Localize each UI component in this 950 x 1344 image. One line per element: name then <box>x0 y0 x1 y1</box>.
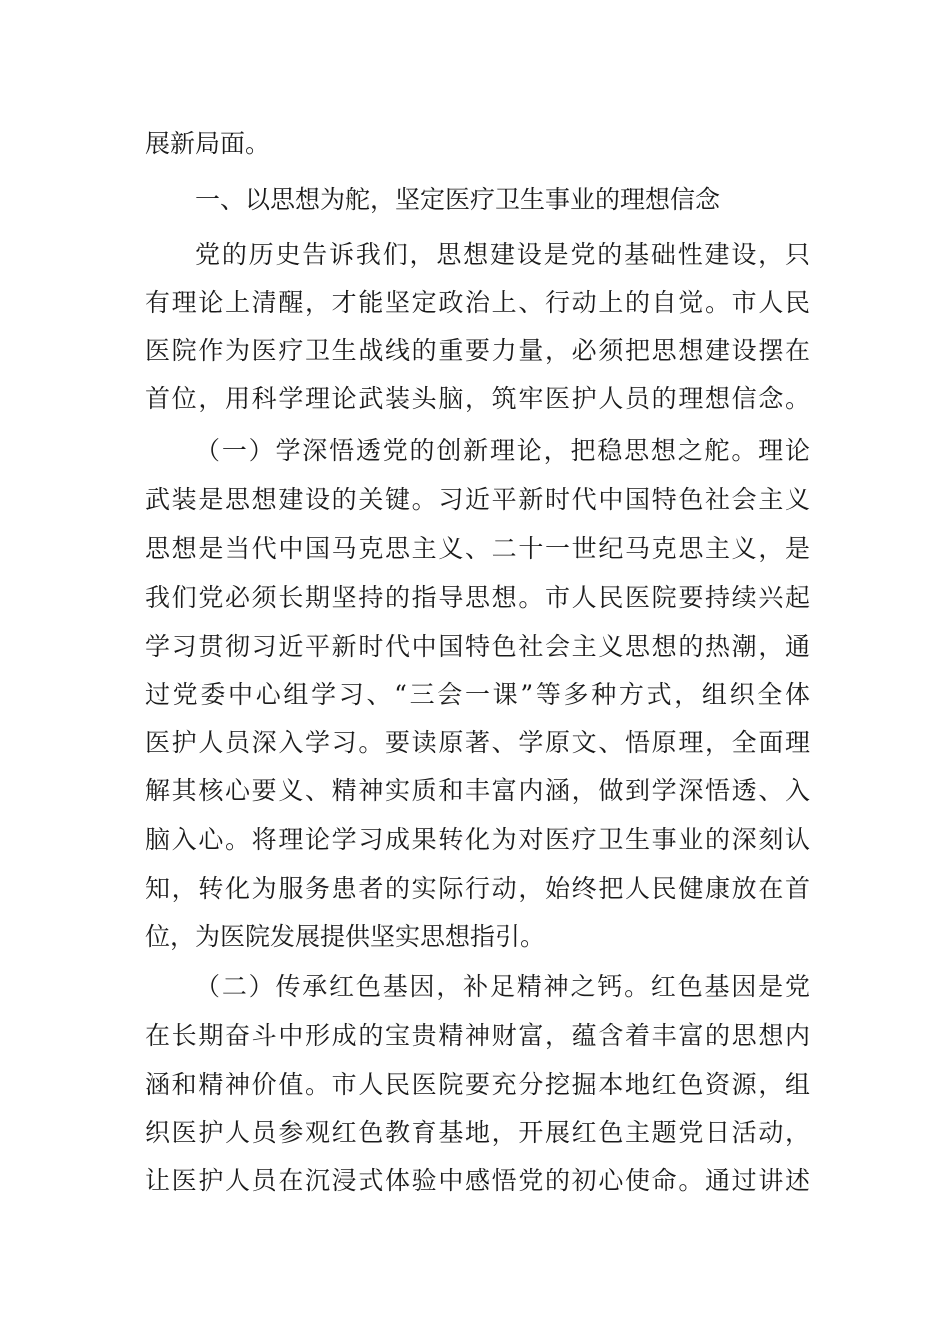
text-line: （一）学深悟透党的创新理论，把稳思想之舵。理论 <box>195 436 810 465</box>
text-line: （二）传承红色基因，补足精神之钙。红色基因是党 <box>195 972 810 1001</box>
text-line: 织医护人员参观红色教育基地，开展红色主题党日活动， <box>145 1118 810 1147</box>
text-line: 解其核心要义、精神实质和丰富内涵，做到学深悟透、入 <box>145 776 810 805</box>
text-line: 医院作为医疗卫生战线的重要力量，必须把思想建设摆在 <box>145 336 810 365</box>
section-heading: 一、以思想为舵，坚定医疗卫生事业的理想信念 <box>195 185 721 214</box>
text-line: 学习贯彻习近平新时代中国特色社会主义思想的热潮，通 <box>145 632 810 661</box>
text-line: 有理论上清醒，才能坚定政治上、行动上的自觉。市人民 <box>145 288 810 317</box>
text-line: 涵和精神价值。市人民医院要充分挖掘本地红色资源，组 <box>145 1070 810 1099</box>
text-line: 知，转化为服务患者的实际行动，始终把人民健康放在首 <box>145 874 810 903</box>
text-line: 过党委中心组学习、“三会一课”等多种方式，组织全体 <box>145 680 810 709</box>
text-line: 在长期奋斗中形成的宝贵精神财富，蕴含着丰富的思想内 <box>145 1021 810 1050</box>
text-line: 我们党必须长期坚持的指导思想。市人民医院要持续兴起 <box>145 583 810 612</box>
text-line: 医护人员深入学习。要读原著、学原文、悟原理，全面理 <box>145 728 810 757</box>
text-line: 党的历史告诉我们，思想建设是党的基础性建设，只 <box>195 240 810 269</box>
text-line: 脑入心。将理论学习成果转化为对医疗卫生事业的深刻认 <box>145 825 810 854</box>
text-line: 位，为医院发展提供坚实思想指引。 <box>145 922 546 951</box>
text-line: 思想是当代中国马克思主义、二十一世纪马克思主义，是 <box>145 534 810 563</box>
text-line: 展新局面。 <box>145 129 271 158</box>
text-line: 武装是思想建设的关键。习近平新时代中国特色社会主义 <box>145 485 810 514</box>
text-line: 首位，用科学理论武装头脑，筑牢医护人员的理想信念。 <box>145 384 810 413</box>
text-line: 让医护人员在沉浸式体验中感悟党的初心使命。通过讲述 <box>145 1166 810 1195</box>
